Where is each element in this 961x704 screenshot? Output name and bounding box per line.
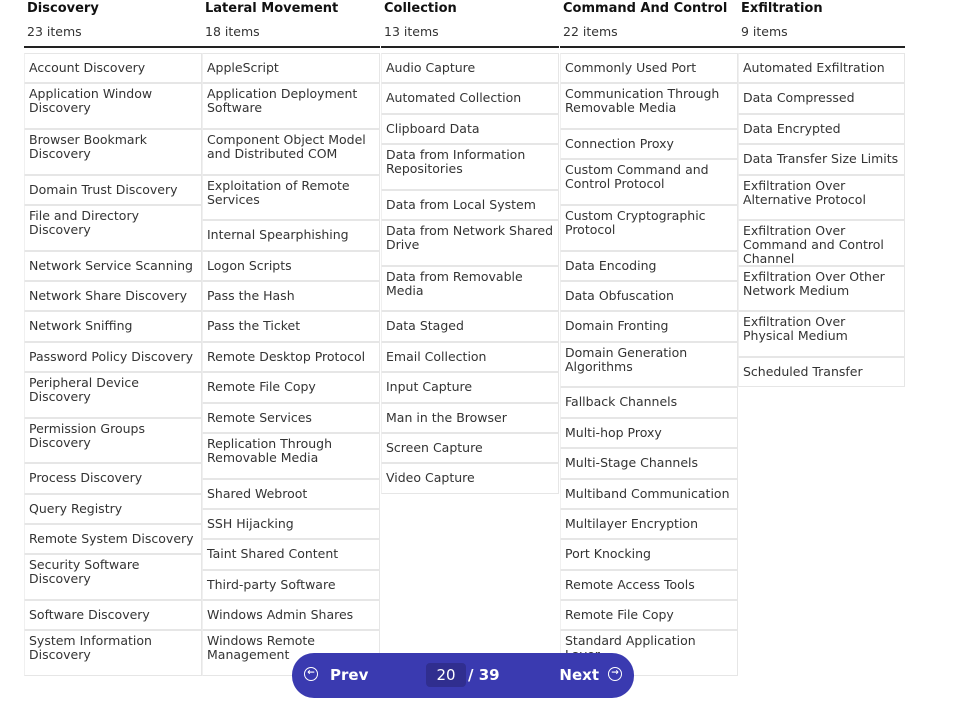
technique-cell[interactable]: Permission Groups Discovery bbox=[24, 418, 202, 464]
technique-cell[interactable]: Remote Access Tools bbox=[560, 570, 738, 600]
technique-cell[interactable]: Multi-Stage Channels bbox=[560, 448, 738, 478]
technique-cell[interactable]: Domain Trust Discovery bbox=[24, 175, 202, 205]
column-title: Exfiltration bbox=[741, 1, 823, 16]
technique-cell[interactable]: Shared Webroot bbox=[202, 479, 380, 509]
technique-cell[interactable]: Commonly Used Port bbox=[560, 53, 738, 83]
column-lateral-movement bbox=[202, 0, 380, 676]
technique-cell[interactable]: Pass the Hash bbox=[202, 281, 380, 311]
technique-cell[interactable]: File and Directory Discovery bbox=[24, 205, 202, 251]
page-number-input[interactable] bbox=[426, 663, 466, 687]
technique-cell[interactable]: Logon Scripts bbox=[202, 251, 380, 281]
technique-cell[interactable]: Network Service Scanning bbox=[24, 251, 202, 281]
column-count: 13 items bbox=[381, 21, 559, 48]
column-count: 22 items bbox=[560, 21, 738, 48]
column-exfiltration bbox=[738, 0, 905, 387]
technique-cell[interactable]: Standard Application bbox=[560, 630, 738, 676]
technique-cell[interactable]: Remote File Copy bbox=[202, 372, 380, 402]
technique-cell[interactable]: SSH Hijacking bbox=[202, 509, 380, 539]
technique-cell[interactable]: Remote Desktop Protocol bbox=[202, 342, 380, 372]
technique-cell[interactable]: Data from Network Shared Drive bbox=[381, 220, 559, 266]
technique-cell[interactable]: Automated Exfiltration bbox=[738, 53, 905, 83]
prev-page-button[interactable] bbox=[304, 653, 368, 698]
technique-cell[interactable]: Process Discovery bbox=[24, 463, 202, 493]
technique-list bbox=[381, 53, 559, 494]
technique-cell[interactable]: System Information Discovery bbox=[24, 630, 202, 676]
technique-cell[interactable]: Exfiltration Over Command and Control Channel bbox=[738, 220, 905, 266]
technique-cell[interactable]: Audio Capture bbox=[381, 53, 559, 83]
technique-cell[interactable]: Fallback Channels bbox=[560, 387, 738, 417]
technique-cell[interactable]: Exfiltration Over Other Network Medium bbox=[738, 266, 905, 312]
technique-cell[interactable]: Data Compressed bbox=[738, 83, 905, 113]
technique-cell[interactable]: Data Staged bbox=[381, 311, 559, 341]
technique-cell[interactable]: Data Encoding bbox=[560, 251, 738, 281]
technique-cell[interactable]: Replication Through Removable Media bbox=[202, 433, 380, 479]
technique-list bbox=[738, 53, 905, 387]
technique-cell[interactable]: Clipboard Data bbox=[381, 114, 559, 144]
technique-cell[interactable]: Browser Bookmark Discovery bbox=[24, 129, 202, 175]
technique-cell[interactable]: Network Sniffing bbox=[24, 311, 202, 341]
prev-label: Prev bbox=[330, 666, 369, 684]
technique-cell[interactable]: Application Window Discovery bbox=[24, 83, 202, 129]
circle-arrow-left-icon: ← bbox=[304, 667, 318, 681]
column-title: Discovery bbox=[27, 1, 99, 16]
column-count: 18 items bbox=[202, 21, 380, 48]
technique-cell[interactable]: Data from Local System bbox=[381, 190, 559, 220]
technique-cell[interactable]: Password Policy Discovery bbox=[24, 342, 202, 372]
column-count: 9 items bbox=[738, 21, 905, 48]
technique-cell[interactable]: Data Obfuscation bbox=[560, 281, 738, 311]
technique-cell[interactable]: Data from Information Repositories bbox=[381, 144, 559, 190]
technique-cell[interactable]: Man in the Browser bbox=[381, 403, 559, 433]
technique-cell[interactable]: Scheduled Transfer bbox=[738, 357, 905, 387]
technique-cell[interactable]: Email Collection bbox=[381, 342, 559, 372]
column-command-and-control bbox=[560, 0, 738, 676]
technique-cell[interactable]: Taint Shared Content bbox=[202, 539, 380, 569]
technique-cell[interactable]: Third-party Software bbox=[202, 570, 380, 600]
technique-cell[interactable]: Windows Remote Management bbox=[202, 630, 380, 676]
technique-cell[interactable]: Network Share Discovery bbox=[24, 281, 202, 311]
page-total: / 39 bbox=[468, 666, 500, 684]
column-count: 23 items bbox=[24, 21, 202, 48]
technique-cell[interactable]: Application Deployment Software bbox=[202, 83, 380, 129]
technique-cell[interactable]: Automated Collection bbox=[381, 83, 559, 113]
technique-cell[interactable]: Software Discovery bbox=[24, 600, 202, 630]
pagination-bar bbox=[292, 653, 634, 698]
technique-cell[interactable]: Connection Proxy bbox=[560, 129, 738, 159]
technique-cell[interactable]: Exploitation of Remote Services bbox=[202, 175, 380, 221]
technique-cell[interactable]: Communication Through Removable Media bbox=[560, 83, 738, 129]
technique-cell[interactable]: Input Capture bbox=[381, 372, 559, 402]
technique-cell[interactable]: Domain Generation Algorithms bbox=[560, 342, 738, 388]
technique-cell[interactable]: Data Transfer Size Limits bbox=[738, 144, 905, 174]
technique-cell[interactable]: Port Knocking bbox=[560, 539, 738, 569]
technique-cell[interactable]: Windows Admin Shares bbox=[202, 600, 380, 630]
technique-cell[interactable]: Security Software Discovery bbox=[24, 554, 202, 600]
technique-cell[interactable]: Remote Services bbox=[202, 403, 380, 433]
technique-cell[interactable]: Data from Removable Media bbox=[381, 266, 559, 312]
next-label: Next bbox=[559, 666, 599, 684]
technique-cell[interactable]: Multi-hop Proxy bbox=[560, 418, 738, 448]
technique-list bbox=[24, 53, 202, 676]
technique-cell[interactable]: Exfiltration Over Physical Medium bbox=[738, 311, 905, 357]
technique-cell[interactable]: AppleScript bbox=[202, 53, 380, 83]
technique-list bbox=[560, 53, 738, 676]
technique-cell[interactable]: Screen Capture bbox=[381, 433, 559, 463]
column-discovery bbox=[24, 0, 202, 676]
technique-cell[interactable]: Query Registry bbox=[24, 494, 202, 524]
technique-cell[interactable]: Exfiltration Over Alternative Protocol bbox=[738, 175, 905, 221]
technique-cell[interactable]: Internal Spearphishing bbox=[202, 220, 380, 250]
column-title: Collection bbox=[384, 1, 457, 16]
technique-cell[interactable]: Peripheral Device Discovery bbox=[24, 372, 202, 418]
technique-cell[interactable]: Account Discovery bbox=[24, 53, 202, 83]
technique-cell[interactable]: Custom Cryptographic Protocol bbox=[560, 205, 738, 251]
technique-cell[interactable]: Domain Fronting bbox=[560, 311, 738, 341]
technique-cell[interactable]: Data Encrypted bbox=[738, 114, 905, 144]
technique-cell[interactable]: Remote File Copy bbox=[560, 600, 738, 630]
technique-cell[interactable]: Pass the Ticket bbox=[202, 311, 380, 341]
technique-cell[interactable]: Video Capture bbox=[381, 463, 559, 493]
technique-cell[interactable]: Multilayer Encryption bbox=[560, 509, 738, 539]
technique-cell[interactable]: Component Object Model and Distributed COM bbox=[202, 129, 380, 175]
column-title: Command And Control bbox=[563, 1, 728, 16]
technique-list bbox=[202, 53, 380, 676]
technique-cell[interactable]: Multiband Communication bbox=[560, 479, 738, 509]
circle-arrow-right-icon: → bbox=[608, 667, 622, 681]
column-title: Lateral Movement bbox=[205, 1, 339, 16]
technique-cell[interactable]: Custom Command and Control Protocol bbox=[560, 159, 738, 205]
technique-cell[interactable]: Remote System Discovery bbox=[24, 524, 202, 554]
next-page-button[interactable] bbox=[559, 653, 622, 698]
column-collection bbox=[381, 0, 559, 494]
